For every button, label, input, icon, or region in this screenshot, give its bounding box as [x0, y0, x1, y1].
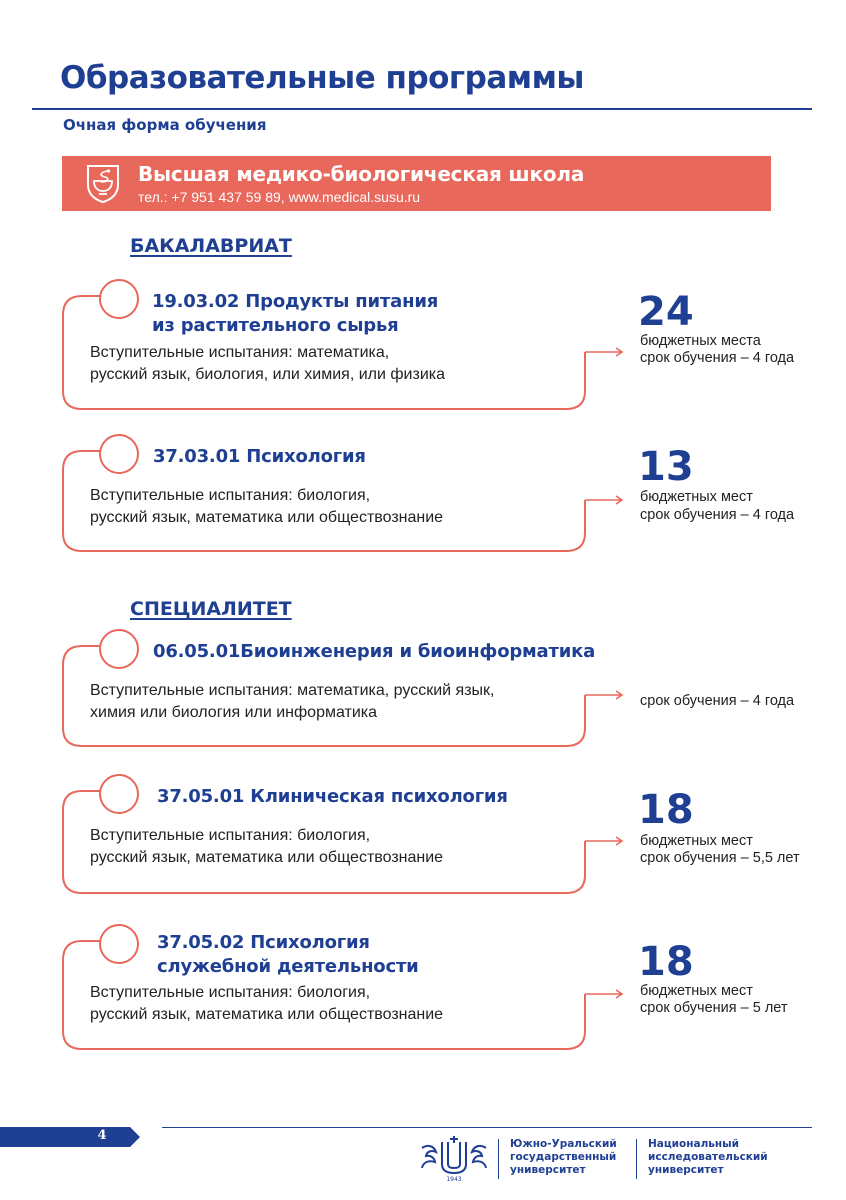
university-name	[510, 1138, 617, 1177]
medical-bowl-icon	[84, 163, 122, 203]
budget-places-label: бюджетных мест	[640, 983, 753, 999]
study-duration: срок обучения – 5,5 лет	[640, 850, 800, 866]
program-title	[152, 290, 438, 338]
page-title: Образовательные программы	[60, 60, 584, 96]
program-title-line: 06.05.01Биоинженерия и биоинформатика	[153, 641, 596, 662]
bullet-circle-icon	[100, 435, 138, 473]
footer-separator	[498, 1139, 499, 1179]
page-subtitle: Очная форма обучения	[63, 116, 267, 134]
program-card	[0, 280, 846, 411]
school-banner	[62, 156, 771, 211]
program-title	[153, 640, 595, 664]
school-name: Высшая медико-биологическая школа	[138, 162, 585, 186]
program-title-line: 19.03.02 Продукты питания	[152, 291, 439, 312]
study-duration: срок обучения – 4 года	[640, 693, 795, 709]
program-exams	[90, 485, 590, 529]
program-title	[157, 931, 419, 979]
budget-places-count: 18	[638, 787, 694, 833]
budget-places-label: бюджетных мест	[640, 833, 753, 849]
budget-places-label: бюджетных мест	[640, 489, 753, 505]
susu-crest-icon	[418, 1134, 490, 1182]
logo-year: 1943	[446, 1176, 462, 1182]
page-number-tab	[0, 1127, 140, 1147]
program-exams	[90, 680, 590, 724]
study-duration: срок обучения – 4 года	[640, 507, 795, 523]
program-title-line: 37.05.02 Психология	[157, 932, 370, 953]
program-exams-line: русский язык, математика или обществознание	[90, 849, 444, 866]
program-exams	[90, 825, 590, 869]
program-exams-line: русский язык, биология, или химия, или физика	[90, 366, 446, 383]
school-contacts: тел.: +7 951 437 59 89, www.medical.susu.ru	[138, 189, 421, 205]
university-status-line: исследовательский	[648, 1151, 768, 1163]
program-exams-line: Вступительные испытания: математика, русский язык,	[90, 682, 495, 699]
university-name-line: Южно-Уральский	[510, 1138, 617, 1150]
study-duration: срок обучения – 4 года	[640, 350, 795, 366]
footer-divider	[162, 1127, 812, 1128]
program-exams	[90, 342, 590, 386]
budget-places-count: 18	[638, 939, 694, 985]
program-title-line: 37.03.01 Психология	[153, 446, 366, 467]
program-title	[157, 785, 508, 809]
program-exams-line: русский язык, математика или обществознание	[90, 509, 444, 526]
program-exams-line: Вступительные испытания: биология,	[90, 984, 371, 1001]
program-exams-line: химия или биология или информатика	[90, 704, 378, 721]
program-exams-line: Вступительные испытания: биология,	[90, 827, 371, 844]
program-title-line: служебной деятельности	[157, 956, 419, 977]
program-exams-line: Вступительные испытания: биология,	[90, 487, 371, 504]
program-card	[0, 630, 846, 748]
program-title-line: из растительного сырья	[152, 315, 399, 336]
program-card	[0, 435, 846, 553]
program-exams-line: Вступительные испытания: математика,	[90, 344, 390, 361]
page-number: 4	[97, 1128, 107, 1143]
section-heading-bachelor: БАКАЛАВРИАТ	[130, 235, 292, 257]
bullet-circle-icon	[100, 925, 138, 963]
title-divider	[32, 108, 812, 110]
program-title-line: 37.05.01 Клиническая психология	[157, 786, 508, 807]
program-title	[153, 445, 366, 469]
bullet-circle-icon	[100, 280, 138, 318]
arrow-right-icon	[585, 496, 622, 504]
university-name-line: государственный	[510, 1151, 617, 1163]
university-status-line: университет	[648, 1164, 724, 1176]
program-card	[0, 925, 846, 1051]
university-name-line: университет	[510, 1164, 586, 1176]
arrow-right-icon	[585, 348, 622, 356]
budget-places-count: 24	[638, 289, 694, 335]
study-duration: срок обучения – 5 лет	[640, 1000, 788, 1016]
program-exams	[90, 982, 590, 1026]
arrow-right-icon	[585, 837, 622, 845]
program-card	[0, 775, 846, 895]
budget-places-count: 13	[638, 444, 694, 490]
footer-separator	[636, 1139, 637, 1179]
university-status	[648, 1138, 768, 1177]
university-status-line: Национальный	[648, 1138, 740, 1150]
program-exams-line: русский язык, математика или обществознание	[90, 1006, 444, 1023]
arrow-right-icon	[585, 691, 622, 699]
bullet-circle-icon	[100, 630, 138, 668]
section-heading-specialist: СПЕЦИАЛИТЕТ	[130, 598, 292, 620]
bullet-circle-icon	[100, 775, 138, 813]
budget-places-label: бюджетных места	[640, 333, 761, 349]
arrow-right-icon	[585, 990, 622, 998]
